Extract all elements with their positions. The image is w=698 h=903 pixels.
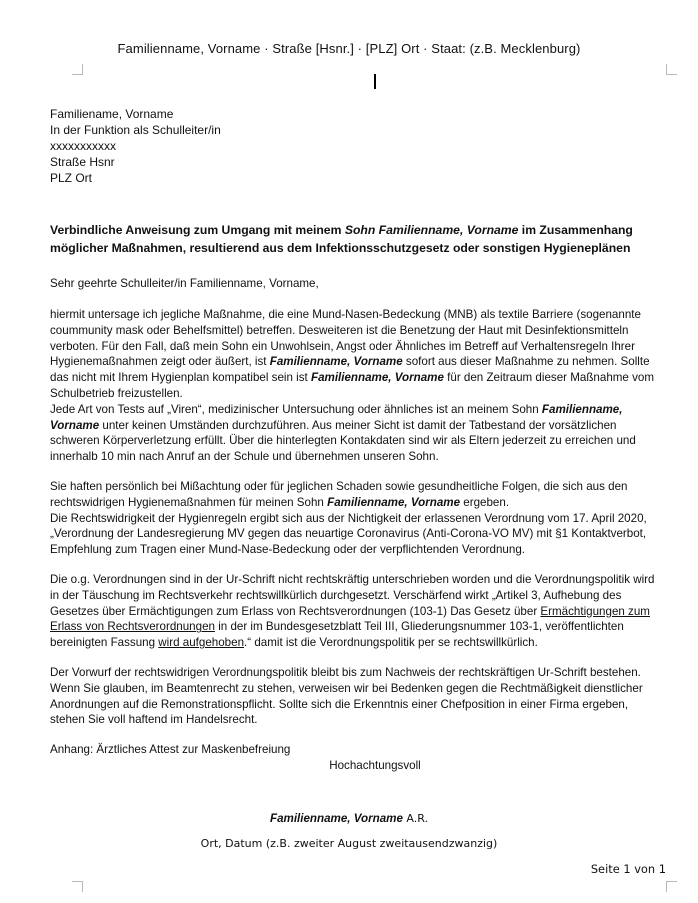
p3-text-2: in der im Bundesgesetzblatt Teil III, Gliederungsnummer 103-1, veröffentlichten bereinigten Fassung	[50, 620, 624, 650]
signature	[0, 812, 698, 825]
paragraph-1	[50, 307, 662, 465]
p1-text-4: Jede Art von Tests auf „Viren“, medizinischer Untersuchung oder ähnliches ist an meinem Sohn	[50, 402, 542, 416]
subject-text-2: im Zusammenhang möglicher Maßnahmen, resultierend aus dem Infektionsschutzgesetz oder sonstigen Hygieneplänen	[50, 223, 633, 255]
place-date: Ort, Datum (z.B. zweiter August zweitausendzwanzig)	[200, 837, 498, 850]
subject-text-1: Verbindliche Anweisung zum Umgang mit meinem	[50, 223, 345, 237]
recipient-placeholder: xxxxxxxxxxx	[50, 139, 116, 153]
signature-suffix: A.R.	[402, 812, 429, 825]
signature-name: Familienname, Vorname	[269, 812, 403, 825]
crop-mark-top-right	[666, 64, 677, 75]
recipient-role: In der Funktion als Schulleiter/in	[50, 123, 221, 137]
law-link-ermaechtigungen[interactable]: Ermächtigungen zum Erlass von Rechtsverordnungen	[50, 604, 650, 634]
p1-text-1: hiermit untersage ich jegliche Maßnahme, die eine Mund-Nasen-Bedeckung (MNB) als textile Barriere (sogenannte coummunity mask oder Behelfsmittel) betreffen. Desweiteren ist die Benetzung der Haut mit Desinfektionsmitteln verboten. Für den Fall, daß mein Sohn ein Unwohlsein, Angst oder Ähnliches im Betreff auf Verhaltensregeln Ihrer Hygienemaßnahmen zeigt oder äußert, ist	[50, 308, 641, 369]
letter-subject	[50, 221, 660, 257]
text-cursor[interactable]	[374, 74, 376, 89]
recipient-address	[50, 106, 221, 186]
p1-text-2: sofort aus dieser Maßnahme zu nehmen. Sollte das nicht mit Ihrem Hygienplan kompatibel sein ist	[50, 355, 650, 385]
crop-mark-bottom-right	[666, 881, 677, 892]
crop-mark-top-left	[72, 64, 83, 75]
p2-name-1: Familienname, Vorname	[327, 495, 461, 509]
p1-name-1: Familienname, Vorname	[269, 355, 403, 369]
p1-name-2: Familienname, Vorname	[310, 371, 444, 385]
paragraph-2	[50, 479, 662, 558]
paragraph-4: Der Vorwurf der rechtswidrigen Verordnungspolitik bleibt bis zum Nachweis der rechtskräftigen Ur-Schrift bestehen. Wenn Sie glauben, im Beamtenrecht zu stehen, verweisen wir bei Bedenken gegen die Rechtmäßigkeit dienstlicher Anordnungen auf die Remonstrationspflicht. Sollte sich die Erkenntnis einer Chefposition in einer Firma ergeben, stehen Sie voll haftend im Handelsrecht.	[50, 666, 643, 727]
subject-name: Sohn Familienname, Vorname	[344, 223, 519, 237]
recipient-street: Straße Hsnr	[50, 155, 115, 169]
sender-header: Familienname, Vorname · Straße [Hsnr.] · [PLZ] Ort · Staat: (z.B. Mecklenburg)	[117, 41, 581, 56]
p2-text-3: Die Rechtswidrigkeit der Hygienregeln ergibt sich aus der Nichtigkeit der erlassenen Verordnung vom 17. April 2020, „Verordnung der Landesregierung MV gegen das neuartige Coronavirus (Anti-Corona-VO MV) mit §1 Kontaktverbot, Empfehlung zum Tragen einer Mund-Nase-Bedeckung oder der verpflichtenden Verordnung.	[50, 511, 647, 557]
page-number: Seite 1 von 1	[590, 862, 666, 876]
salutation: Sehr geehrte Schulleiter/in Familienname, Vorname,	[50, 277, 319, 290]
recipient-name: Familiename, Vorname	[50, 107, 174, 121]
p1-text-3: für den Zeitraum dieser Maßnahme vom Schulbetrieb freizustellen.	[50, 371, 654, 400]
p2-text-2: ergeben.	[460, 495, 510, 509]
p3-text-1: Die o.g. Verordnungen sind in der Ur-Schrift nicht rechtskräftig unterschrieben worden und die Verordnungspolitik wird in der Täuschung im Rechtsverkehr rechtswillkürlich durchgesetzt. Verschärfend wirkt „Artikel 3, Aufhebung des Gesetzes über Ermächtigungen zum Erlass von Rechtsverordnungen (103-1) Das Gesetz über	[50, 573, 655, 618]
attachment-note: Anhang: Ärztliches Attest zur Maskenbefreiung	[50, 743, 291, 756]
crop-mark-bottom-left	[72, 881, 83, 892]
paragraph-3	[50, 572, 662, 651]
p1-text-5: unter keinen Umständen durchzuführen. Aus meiner Sicht ist damit der Tatbestand der vorsätzlichen schweren Körperverletzung erfüllt. Über die hinterlegten Kontakdaten sind wir als Eltern jederzeit zu erreichen und innerhalb 10 min nach Anruf an der Schule und übernehmen unseren Sohn.	[50, 418, 636, 464]
recipient-city: PLZ Ort	[50, 171, 93, 185]
closing: Hochachtungsvoll	[329, 759, 421, 772]
law-link-aufgehoben[interactable]: wird aufgehoben	[158, 636, 245, 650]
p2-text-1: Sie haften persönlich bei Mißachtung oder für jeglichen Schaden sowie gesundheitliche Folgen, die sich aus den rechtswidrigen Hygienemaßnahmen für meinen Sohn	[50, 480, 628, 509]
p1-name-3: Familienname, Vorname	[50, 402, 623, 432]
p3-text-3: .“ damit ist die Verordnungspolitik per se rechtswillkürlich.	[244, 636, 538, 650]
